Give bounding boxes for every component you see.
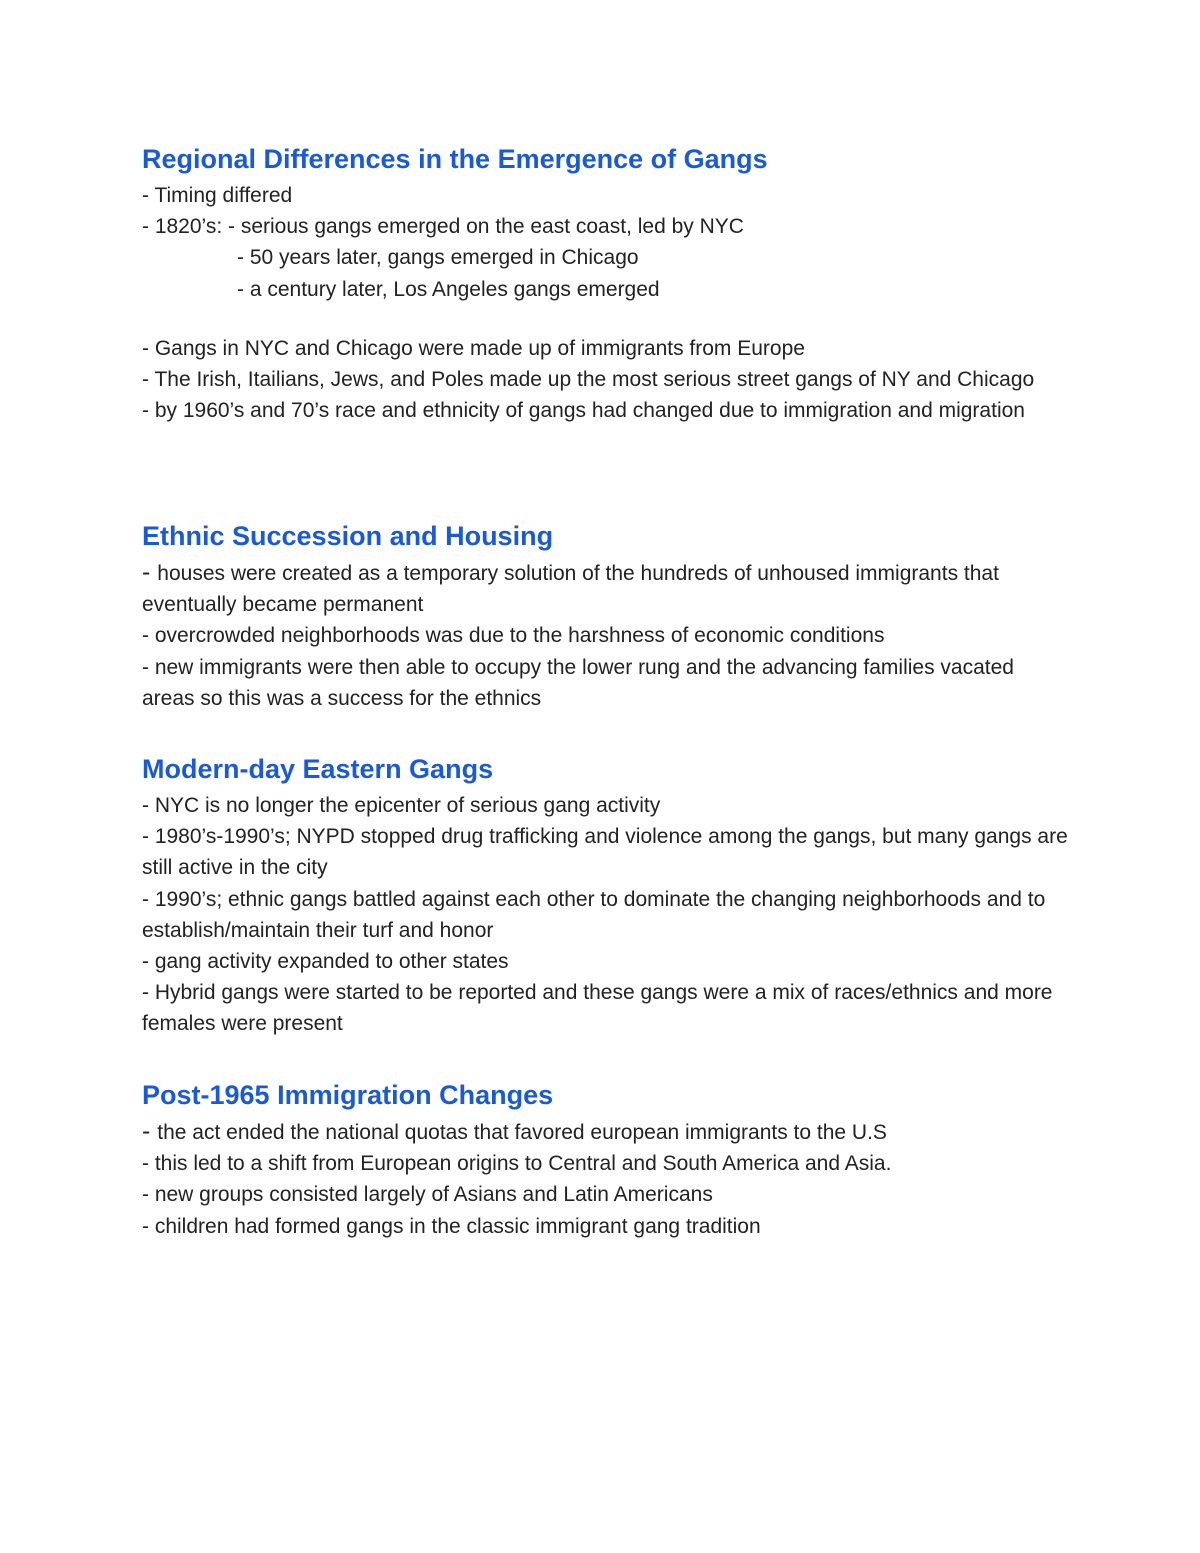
dash-glyph: -: [142, 1117, 158, 1145]
section-modern-eastern-gangs: [142, 752, 1072, 1040]
bullet-line: - 1980’s-1990’s; NYPD stopped drug trafficking and violence among the gangs, but many gangs are still active in the city: [142, 825, 1068, 880]
bullet-line: - this led to a shift from European origins to Central and South America and Asia.: [142, 1152, 892, 1176]
bullet-text: the act ended the national quotas that favored european immigrants to the U.S: [157, 1121, 887, 1144]
section-heading: Regional Differences in the Emergence of Gangs: [142, 144, 768, 174]
paragraph-spacer: [142, 305, 1072, 333]
section-regional-differences: [142, 142, 1072, 426]
bullet-line: - Gangs in NYC and Chicago were made up of immigrants from Europe: [142, 336, 805, 360]
section-ethnic-succession: [142, 519, 1072, 714]
bullet-line-indented: - a century later, Los Angeles gangs emerged: [237, 277, 660, 301]
section-heading: Modern-day Eastern Gangs: [142, 754, 494, 784]
bullet-line: - Hybrid gangs were started to be reported and these gangs were a mix of races/ethnics and more females were present: [142, 981, 1053, 1036]
bullet-line: [142, 1116, 1072, 1148]
bullet-line: - overcrowded neighborhoods was due to the harshness of economic conditions: [142, 624, 885, 648]
section-post-1965-immigration: [142, 1078, 1072, 1242]
section-heading: Ethnic Succession and Housing: [142, 521, 554, 551]
bullet-line: - The Irish, Itailians, Jews, and Poles made up the most serious street gangs of NY and Chicago: [142, 368, 1035, 392]
bullet-line-indented: - 50 years later, gangs emerged in Chicago: [237, 246, 639, 270]
dash-glyph: -: [142, 558, 158, 586]
bullet-text: houses were created as a temporary solution of the hundreds of unhoused immigrants that eventually became permanent: [142, 562, 999, 617]
bullet-line: - NYC is no longer the epicenter of serious gang activity: [142, 794, 661, 817]
bullet-line: - children had formed gangs in the classic immigrant gang tradition: [142, 1214, 761, 1238]
bullet-line: - new groups consisted largely of Asians and Latin Americans: [142, 1183, 713, 1207]
bullet-line: - 1990’s; ethnic gangs battled against each other to dominate the changing neighborhoods and to establish/maintain their turf and honor: [142, 887, 1046, 942]
bullet-line: - 1820’s: - serious gangs emerged on the east coast, led by NYC: [142, 215, 744, 239]
bullet-line: - by 1960’s and 70’s race and ethnicity of gangs had changed due to immigration and migration: [142, 399, 1025, 423]
bullet-line: [142, 557, 1072, 620]
section-heading: Post-1965 Immigration Changes: [142, 1080, 554, 1110]
bullet-line: - gang activity expanded to other states: [142, 950, 509, 974]
bullet-line: - Timing differed: [142, 184, 293, 207]
bullet-line: - new immigrants were then able to occupy the lower rung and the advancing families vacated areas so this was a success for the ethnics: [142, 655, 1014, 710]
